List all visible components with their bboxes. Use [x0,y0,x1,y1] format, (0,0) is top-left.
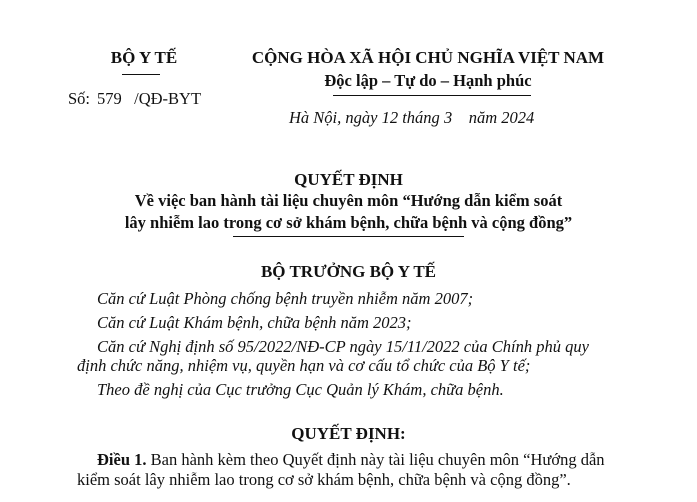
authority-heading: BỘ TRƯỞNG BỘ Y TẾ [260,262,437,281]
document-number [68,89,201,109]
article-1-label: Điều 1. [97,450,147,469]
decides-heading: QUYẾT ĐỊNH: [291,424,406,443]
place-date [289,108,534,128]
date-city: Hà Nội, ngày [289,108,378,127]
ministry-underline [122,74,160,75]
national-motto: Độc lập – Tự do – Hạnh phúc [324,71,532,90]
subject-line-2: lây nhiễm lao trong cơ sở khám bệnh, chữa bệnh và cộng đồng” [124,213,573,232]
article-1-text-1: Ban hành kèm theo Quyết định này tài liệu chuyên môn “Hướng dẫn [150,450,605,469]
subject-line-1: Về việc ban hành tài liệu chuyên môn “Hướng dẫn kiểm soát [134,191,563,210]
legal-basis-4: Theo đề nghị của Cục trưởng Cục Quản lý Khám, chữa bệnh. [97,380,504,399]
motto-underline [333,95,531,96]
legal-basis-2: Căn cứ Luật Khám bệnh, chữa bệnh năm 2023; [97,313,412,332]
ministry-name: BỘ Y TẾ [110,48,178,67]
date-day: 12 [381,108,399,127]
date-month: 3 [443,108,453,127]
number-suffix: /QĐ-BYT [134,89,202,108]
subject-underline [233,236,464,237]
legal-basis-1: Căn cứ Luật Phòng chống bệnh truyền nhiễm năm 2007; [97,289,474,308]
date-month-word: tháng [402,108,440,127]
legal-basis-3-line-2: định chức năng, nhiệm vụ, quyền hạn và cơ cấu tổ chức của Bộ Y tế; [77,356,531,375]
decision-title: QUYẾT ĐỊNH [294,170,403,189]
article-1-line-1 [97,450,605,470]
legal-basis-3-line-1: Căn cứ Nghị định số 95/2022/NĐ-CP ngày 15/11/2022 của Chính phủ quy [97,337,589,356]
number-value: 579 [97,89,122,108]
republic-name: CỘNG HÒA XÃ HỘI CHỦ NGHĨA VIỆT NAM [251,48,605,67]
article-1-line-2: kiểm soát lây nhiễm lao trong cơ sở khám bệnh, chữa bệnh và cộng đồng”. [77,470,571,489]
number-prefix: Số: [68,89,91,108]
date-year: năm 2024 [468,108,535,127]
